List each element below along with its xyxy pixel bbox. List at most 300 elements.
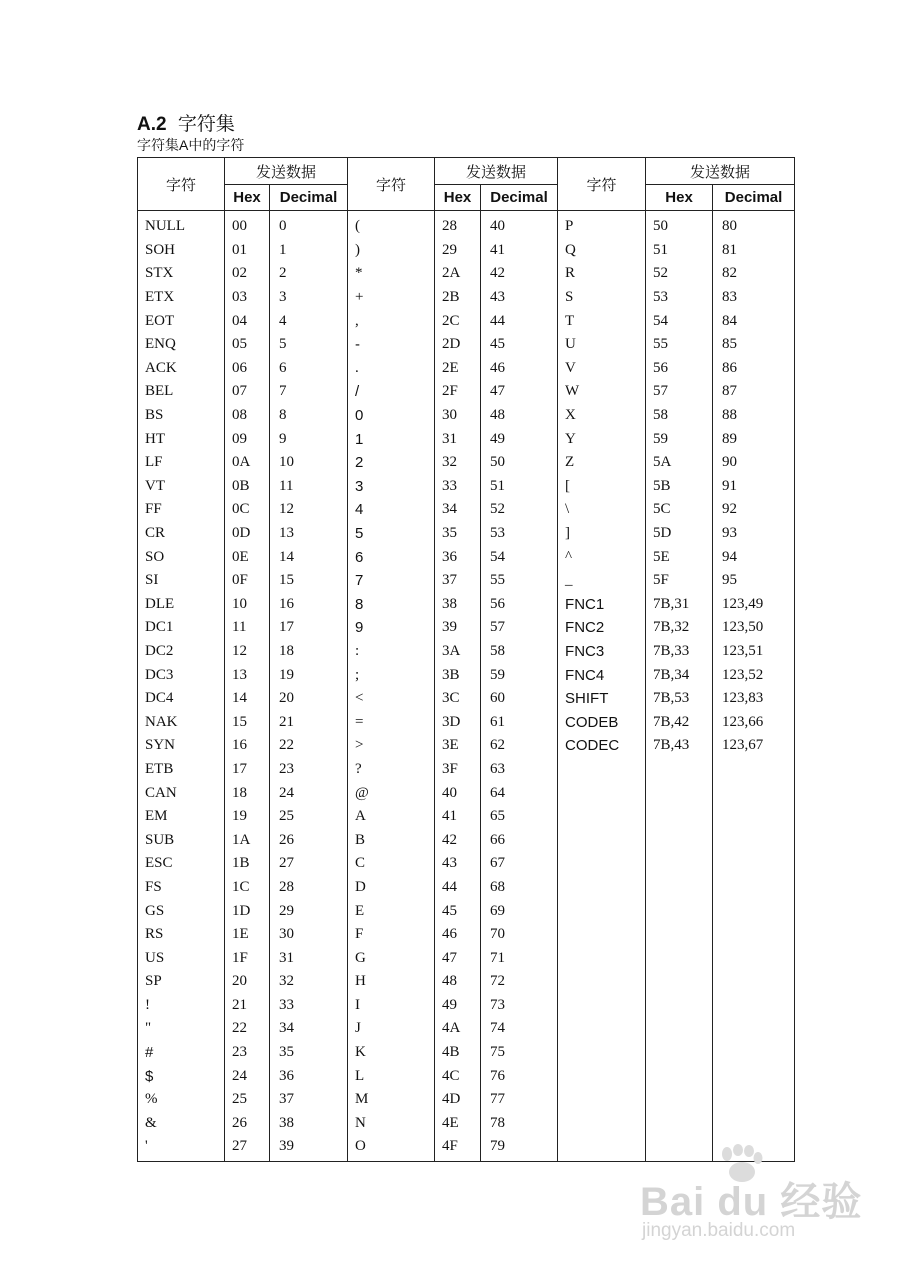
cell-decimal: 65 xyxy=(481,805,558,829)
cell-decimal: 11 xyxy=(270,475,348,499)
char-header-3: 字符 xyxy=(558,158,646,211)
cell-decimal: 78 xyxy=(481,1112,558,1136)
cell-char xyxy=(558,852,646,876)
cell-char: GS xyxy=(138,899,225,923)
cell-decimal: 34 xyxy=(270,1017,348,1041)
cell-hex: 16 xyxy=(225,734,270,758)
cell-char: CODEB xyxy=(558,710,646,734)
char-header-1: 字符 xyxy=(138,158,225,211)
cell-decimal xyxy=(713,1041,795,1065)
cell-hex xyxy=(646,805,713,829)
cell-char: : xyxy=(348,640,435,664)
cell-char xyxy=(558,899,646,923)
cell-decimal: 54 xyxy=(481,545,558,569)
cell-hex: 2F xyxy=(435,380,481,404)
cell-decimal: 87 xyxy=(713,380,795,404)
table-row xyxy=(138,923,795,947)
table-row xyxy=(138,569,795,593)
cell-char: $ xyxy=(138,1064,225,1088)
cell-hex: 0E xyxy=(225,545,270,569)
table-row xyxy=(138,970,795,994)
cell-char xyxy=(558,946,646,970)
cell-hex xyxy=(646,970,713,994)
cell-decimal: 36 xyxy=(270,1064,348,1088)
cell-decimal: 0 xyxy=(270,211,348,239)
cell-char: SO xyxy=(138,545,225,569)
cell-decimal: 93 xyxy=(713,522,795,546)
cell-decimal: 17 xyxy=(270,616,348,640)
cell-char: FNC4 xyxy=(558,663,646,687)
cell-decimal xyxy=(713,1112,795,1136)
cell-char: , xyxy=(348,309,435,333)
cell-char: ] xyxy=(558,522,646,546)
cell-char xyxy=(558,1064,646,1088)
cell-decimal: 32 xyxy=(270,970,348,994)
cell-char xyxy=(558,828,646,852)
cell-hex: 4F xyxy=(435,1135,481,1161)
hex-header-2: Hex xyxy=(435,185,481,211)
cell-char: N xyxy=(348,1112,435,1136)
cell-decimal: 58 xyxy=(481,640,558,664)
cell-hex: 5D xyxy=(646,522,713,546)
cell-decimal: 70 xyxy=(481,923,558,947)
cell-decimal: 64 xyxy=(481,781,558,805)
cell-hex: 20 xyxy=(225,970,270,994)
character-set-table xyxy=(137,157,795,1162)
table-row xyxy=(138,593,795,617)
table-row xyxy=(138,663,795,687)
cell-char: BS xyxy=(138,404,225,428)
cell-hex: 1F xyxy=(225,946,270,970)
cell-char: 5 xyxy=(348,522,435,546)
dec-header-2: Decimal xyxy=(481,185,558,211)
cell-hex: 12 xyxy=(225,640,270,664)
cell-decimal: 3 xyxy=(270,286,348,310)
cell-char: M xyxy=(348,1088,435,1112)
cell-hex: 00 xyxy=(225,211,270,239)
cell-char: CR xyxy=(138,522,225,546)
cell-hex xyxy=(646,852,713,876)
cell-hex: 37 xyxy=(435,569,481,593)
cell-char xyxy=(558,923,646,947)
cell-char: NAK xyxy=(138,710,225,734)
cell-hex: 15 xyxy=(225,710,270,734)
cell-decimal: 84 xyxy=(713,309,795,333)
cell-hex: 54 xyxy=(646,309,713,333)
cell-decimal: 72 xyxy=(481,970,558,994)
cell-decimal: 21 xyxy=(270,710,348,734)
cell-decimal: 123,49 xyxy=(713,593,795,617)
table-row xyxy=(138,262,795,286)
cell-hex: 42 xyxy=(435,828,481,852)
cell-hex xyxy=(646,1041,713,1065)
cell-hex: 59 xyxy=(646,427,713,451)
cell-char: SYN xyxy=(138,734,225,758)
char-header-2: 字符 xyxy=(348,158,435,211)
table-row xyxy=(138,734,795,758)
cell-hex: 30 xyxy=(435,404,481,428)
cell-decimal: 35 xyxy=(270,1041,348,1065)
cell-char: P xyxy=(558,211,646,239)
cell-hex: 3D xyxy=(435,710,481,734)
cell-char: J xyxy=(348,1017,435,1041)
cell-hex: 55 xyxy=(646,333,713,357)
cell-char: C xyxy=(348,852,435,876)
cell-hex: 0D xyxy=(225,522,270,546)
cell-char: ^ xyxy=(558,545,646,569)
table-row xyxy=(138,286,795,310)
cell-hex: 0F xyxy=(225,569,270,593)
cell-hex: 38 xyxy=(435,593,481,617)
cell-decimal: 92 xyxy=(713,498,795,522)
table-row xyxy=(138,475,795,499)
cell-decimal: 68 xyxy=(481,876,558,900)
table-row xyxy=(138,333,795,357)
cell-hex: 1E xyxy=(225,923,270,947)
cell-hex: 50 xyxy=(646,211,713,239)
cell-hex: 09 xyxy=(225,427,270,451)
cell-decimal: 1 xyxy=(270,239,348,263)
cell-decimal: 53 xyxy=(481,522,558,546)
cell-decimal: 6 xyxy=(270,357,348,381)
cell-hex: 40 xyxy=(435,781,481,805)
cell-decimal: 123,83 xyxy=(713,687,795,711)
cell-decimal: 22 xyxy=(270,734,348,758)
cell-hex: 31 xyxy=(435,427,481,451)
cell-char: SOH xyxy=(138,239,225,263)
cell-char: 8 xyxy=(348,593,435,617)
cell-hex: 3A xyxy=(435,640,481,664)
cell-decimal: 50 xyxy=(481,451,558,475)
cell-char: - xyxy=(348,333,435,357)
cell-char: K xyxy=(348,1041,435,1065)
cell-char xyxy=(558,1088,646,1112)
cell-char: ACK xyxy=(138,357,225,381)
data-header-3: 发送数据 xyxy=(646,158,795,185)
cell-decimal: 7 xyxy=(270,380,348,404)
cell-decimal: 45 xyxy=(481,333,558,357)
cell-hex: 56 xyxy=(646,357,713,381)
cell-decimal: 81 xyxy=(713,239,795,263)
cell-char xyxy=(558,781,646,805)
cell-decimal: 33 xyxy=(270,994,348,1018)
cell-hex: 10 xyxy=(225,593,270,617)
cell-char: O xyxy=(348,1135,435,1161)
cell-decimal xyxy=(713,852,795,876)
cell-hex xyxy=(646,1112,713,1136)
cell-char: " xyxy=(138,1017,225,1041)
cell-decimal: 27 xyxy=(270,852,348,876)
cell-char: G xyxy=(348,946,435,970)
table-caption: 字符集A中的字符 xyxy=(137,137,245,153)
cell-hex: 13 xyxy=(225,663,270,687)
cell-char: 3 xyxy=(348,475,435,499)
table-row xyxy=(138,451,795,475)
cell-char: EOT xyxy=(138,309,225,333)
cell-char: B xyxy=(348,828,435,852)
table-row xyxy=(138,239,795,263)
cell-char: = xyxy=(348,710,435,734)
table-row xyxy=(138,1064,795,1088)
watermark-brand: Bai du 经验 xyxy=(640,1180,863,1224)
cell-hex: 4A xyxy=(435,1017,481,1041)
cell-char: 6 xyxy=(348,545,435,569)
cell-char: Y xyxy=(558,427,646,451)
cell-char: . xyxy=(348,357,435,381)
watermark-url: jingyan.baidu.com xyxy=(642,1220,796,1241)
cell-hex: 53 xyxy=(646,286,713,310)
cell-char xyxy=(558,876,646,900)
cell-hex: 7B,34 xyxy=(646,663,713,687)
cell-hex: 07 xyxy=(225,380,270,404)
table-row xyxy=(138,781,795,805)
cell-decimal: 18 xyxy=(270,640,348,664)
cell-hex xyxy=(646,1088,713,1112)
cell-decimal: 40 xyxy=(481,211,558,239)
cell-hex xyxy=(646,828,713,852)
cell-decimal: 67 xyxy=(481,852,558,876)
cell-hex: 27 xyxy=(225,1135,270,1161)
cell-char: ! xyxy=(138,994,225,1018)
cell-char: @ xyxy=(348,781,435,805)
cell-char: 4 xyxy=(348,498,435,522)
cell-hex: 39 xyxy=(435,616,481,640)
cell-decimal: 29 xyxy=(270,899,348,923)
cell-hex: 43 xyxy=(435,852,481,876)
cell-char: R xyxy=(558,262,646,286)
cell-hex: 3C xyxy=(435,687,481,711)
table-row xyxy=(138,828,795,852)
cell-char: % xyxy=(138,1088,225,1112)
cell-char: SI xyxy=(138,569,225,593)
cell-char: HT xyxy=(138,427,225,451)
hex-header-1: Hex xyxy=(225,185,270,211)
cell-decimal: 56 xyxy=(481,593,558,617)
cell-char: \ xyxy=(558,498,646,522)
cell-char: FS xyxy=(138,876,225,900)
cell-char: W xyxy=(558,380,646,404)
cell-char: CAN xyxy=(138,781,225,805)
cell-char: BEL xyxy=(138,380,225,404)
cell-char: * xyxy=(348,262,435,286)
cell-char: ETB xyxy=(138,758,225,782)
cell-hex: 26 xyxy=(225,1112,270,1136)
cell-hex: 1C xyxy=(225,876,270,900)
cell-decimal: 23 xyxy=(270,758,348,782)
cell-hex: 0C xyxy=(225,498,270,522)
cell-decimal: 94 xyxy=(713,545,795,569)
cell-hex: 4C xyxy=(435,1064,481,1088)
cell-char: I xyxy=(348,994,435,1018)
cell-char: L xyxy=(348,1064,435,1088)
cell-char: S xyxy=(558,286,646,310)
cell-decimal: 5 xyxy=(270,333,348,357)
cell-decimal: 89 xyxy=(713,427,795,451)
cell-hex: 45 xyxy=(435,899,481,923)
cell-char: ? xyxy=(348,758,435,782)
cell-decimal: 8 xyxy=(270,404,348,428)
cell-decimal: 28 xyxy=(270,876,348,900)
table-body xyxy=(138,211,795,1162)
cell-hex: 7B,31 xyxy=(646,593,713,617)
cell-char: / xyxy=(348,380,435,404)
cell-char: X xyxy=(558,404,646,428)
cell-char: LF xyxy=(138,451,225,475)
hex-header-3: Hex xyxy=(646,185,713,211)
cell-char: V xyxy=(558,357,646,381)
cell-hex: 5B xyxy=(646,475,713,499)
cell-hex: 48 xyxy=(435,970,481,994)
cell-char: ETX xyxy=(138,286,225,310)
cell-hex: 4E xyxy=(435,1112,481,1136)
cell-decimal: 59 xyxy=(481,663,558,687)
table-row xyxy=(138,616,795,640)
cell-decimal: 66 xyxy=(481,828,558,852)
cell-decimal: 90 xyxy=(713,451,795,475)
cell-decimal: 30 xyxy=(270,923,348,947)
cell-hex: 1A xyxy=(225,828,270,852)
cell-decimal: 2 xyxy=(270,262,348,286)
cell-hex xyxy=(646,781,713,805)
cell-decimal: 26 xyxy=(270,828,348,852)
cell-char: DC4 xyxy=(138,687,225,711)
cell-decimal: 71 xyxy=(481,946,558,970)
cell-char: DLE xyxy=(138,593,225,617)
cell-decimal: 38 xyxy=(270,1112,348,1136)
cell-decimal: 13 xyxy=(270,522,348,546)
table-row xyxy=(138,427,795,451)
cell-decimal: 80 xyxy=(713,211,795,239)
cell-char: 2 xyxy=(348,451,435,475)
cell-hex: 36 xyxy=(435,545,481,569)
cell-char: T xyxy=(558,309,646,333)
cell-decimal: 52 xyxy=(481,498,558,522)
data-header-1: 发送数据 xyxy=(225,158,348,185)
cell-hex: 08 xyxy=(225,404,270,428)
table-row xyxy=(138,1088,795,1112)
cell-decimal xyxy=(713,970,795,994)
cell-hex: 2E xyxy=(435,357,481,381)
cell-char: # xyxy=(138,1041,225,1065)
cell-decimal: 69 xyxy=(481,899,558,923)
cell-hex: 41 xyxy=(435,805,481,829)
cell-char: 9 xyxy=(348,616,435,640)
table-row xyxy=(138,687,795,711)
cell-hex: 3F xyxy=(435,758,481,782)
table-row xyxy=(138,758,795,782)
cell-decimal: 20 xyxy=(270,687,348,711)
cell-char: H xyxy=(348,970,435,994)
cell-decimal: 57 xyxy=(481,616,558,640)
cell-hex xyxy=(646,758,713,782)
cell-decimal: 14 xyxy=(270,545,348,569)
cell-hex: 52 xyxy=(646,262,713,286)
cell-decimal xyxy=(713,758,795,782)
cell-hex: 3B xyxy=(435,663,481,687)
cell-hex: 29 xyxy=(435,239,481,263)
cell-hex xyxy=(646,994,713,1018)
table-row xyxy=(138,805,795,829)
cell-hex: 1B xyxy=(225,852,270,876)
cell-decimal xyxy=(713,1088,795,1112)
cell-decimal: 39 xyxy=(270,1135,348,1161)
cell-hex: 58 xyxy=(646,404,713,428)
cell-char xyxy=(558,994,646,1018)
cell-hex: 46 xyxy=(435,923,481,947)
table-row xyxy=(138,946,795,970)
cell-char: FNC2 xyxy=(558,616,646,640)
cell-char xyxy=(558,1041,646,1065)
cell-hex: 22 xyxy=(225,1017,270,1041)
cell-char xyxy=(558,1112,646,1136)
cell-char: VT xyxy=(138,475,225,499)
table-row xyxy=(138,899,795,923)
cell-hex xyxy=(646,876,713,900)
cell-hex xyxy=(646,1064,713,1088)
cell-char: FNC1 xyxy=(558,593,646,617)
cell-char: SP xyxy=(138,970,225,994)
cell-hex xyxy=(646,1017,713,1041)
cell-char: DC1 xyxy=(138,616,225,640)
cell-hex: 2B xyxy=(435,286,481,310)
cell-hex: 44 xyxy=(435,876,481,900)
cell-hex: 5E xyxy=(646,545,713,569)
cell-hex: 0B xyxy=(225,475,270,499)
cell-decimal: 63 xyxy=(481,758,558,782)
cell-decimal: 47 xyxy=(481,380,558,404)
cell-hex: 32 xyxy=(435,451,481,475)
table-row xyxy=(138,545,795,569)
data-header-2: 发送数据 xyxy=(435,158,558,185)
cell-hex: 51 xyxy=(646,239,713,263)
cell-hex: 3E xyxy=(435,734,481,758)
cell-char: ' xyxy=(138,1135,225,1161)
cell-char: DC2 xyxy=(138,640,225,664)
cell-char: ( xyxy=(348,211,435,239)
cell-decimal: 49 xyxy=(481,427,558,451)
cell-char: Z xyxy=(558,451,646,475)
cell-decimal: 123,67 xyxy=(713,734,795,758)
cell-decimal: 91 xyxy=(713,475,795,499)
cell-hex: 14 xyxy=(225,687,270,711)
cell-decimal: 9 xyxy=(270,427,348,451)
cell-decimal: 42 xyxy=(481,262,558,286)
cell-decimal: 74 xyxy=(481,1017,558,1041)
cell-hex xyxy=(646,946,713,970)
watermark xyxy=(640,1140,863,1250)
cell-decimal: 123,51 xyxy=(713,640,795,664)
cell-char: 7 xyxy=(348,569,435,593)
cell-decimal xyxy=(713,781,795,805)
cell-hex: 2A xyxy=(435,262,481,286)
cell-decimal xyxy=(713,946,795,970)
cell-decimal: 77 xyxy=(481,1088,558,1112)
cell-decimal xyxy=(713,899,795,923)
cell-char: > xyxy=(348,734,435,758)
cell-char: F xyxy=(348,923,435,947)
cell-char: NULL xyxy=(138,211,225,239)
table-row xyxy=(138,380,795,404)
cell-char: FNC3 xyxy=(558,640,646,664)
cell-char: Q xyxy=(558,239,646,263)
table-row xyxy=(138,640,795,664)
cell-char: ) xyxy=(348,239,435,263)
cell-char xyxy=(558,1135,646,1161)
cell-decimal xyxy=(713,876,795,900)
cell-hex: 4B xyxy=(435,1041,481,1065)
cell-hex: 04 xyxy=(225,309,270,333)
cell-hex: 33 xyxy=(435,475,481,499)
